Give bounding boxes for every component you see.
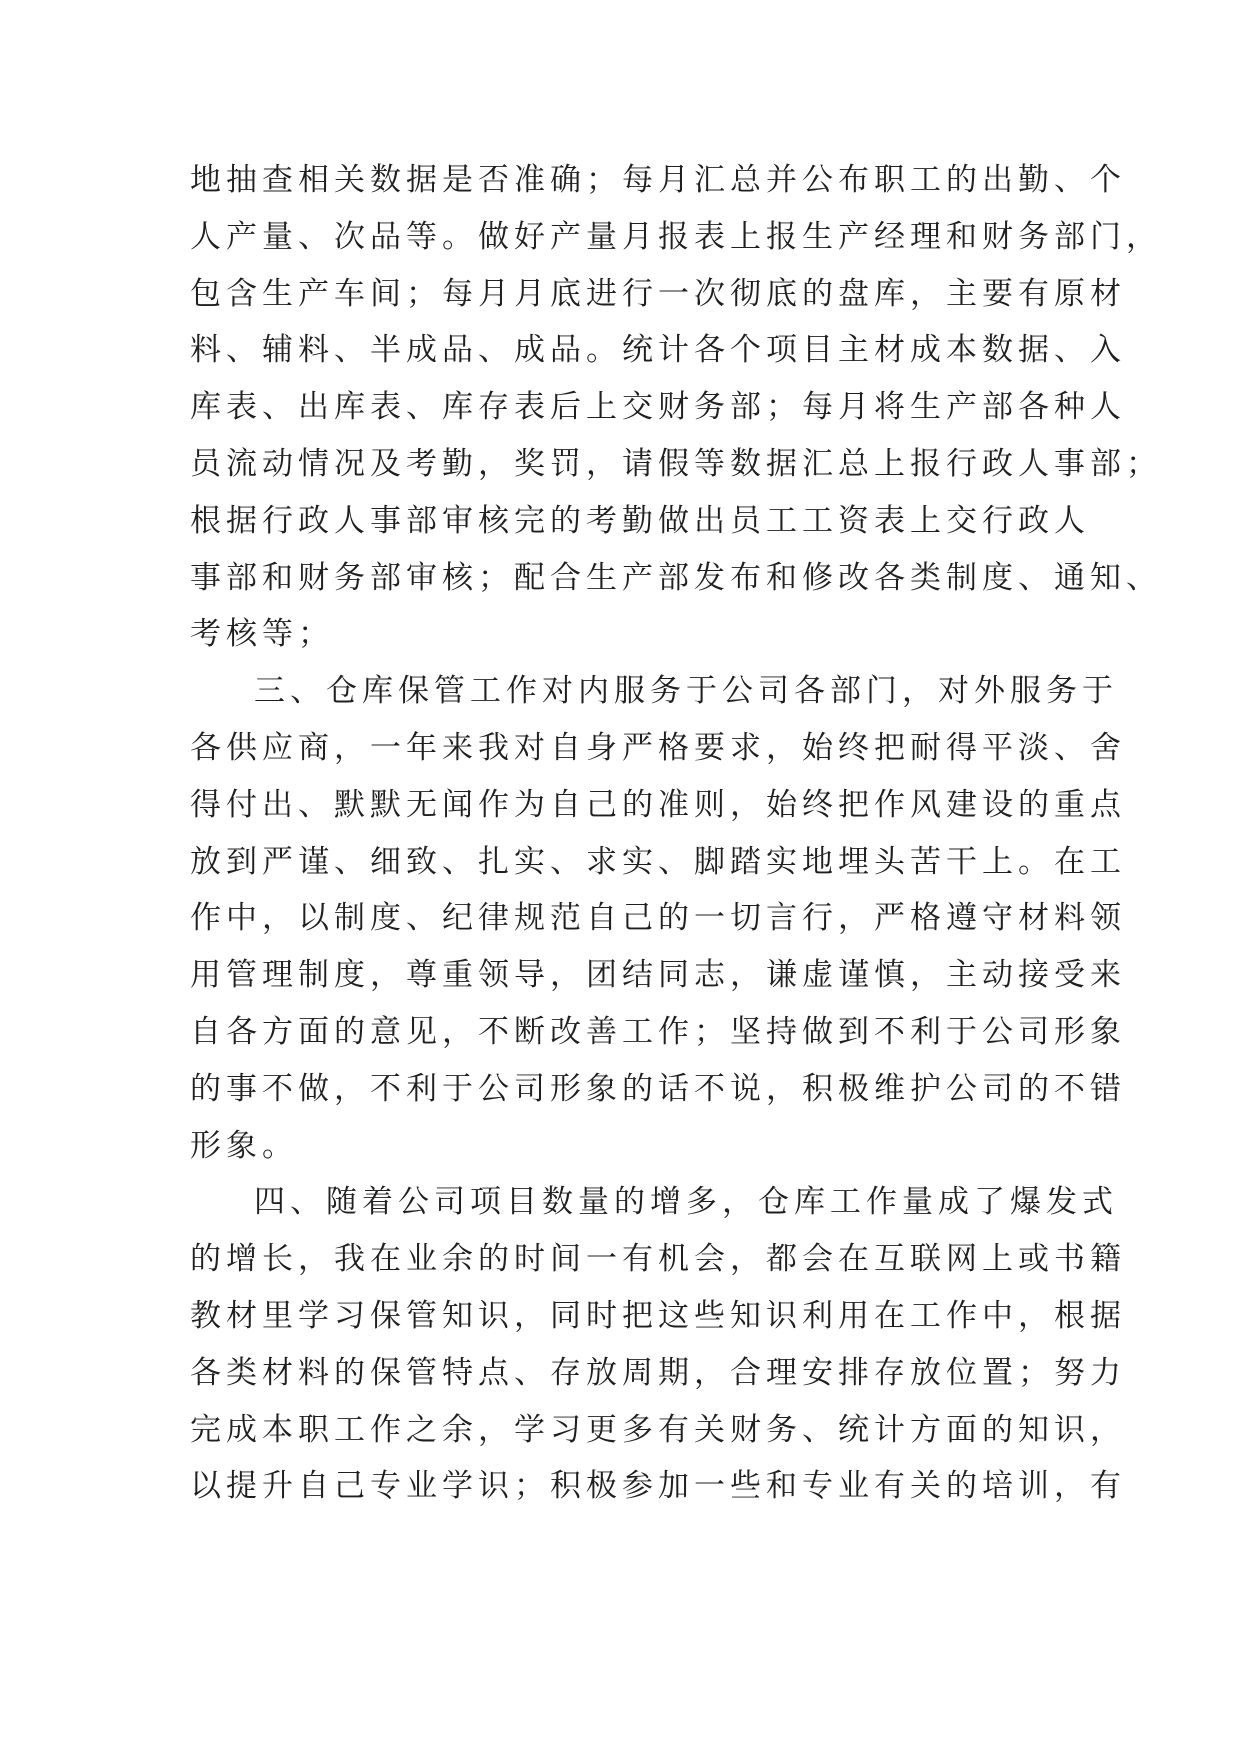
text-line: 库表、出库表、库存表后上交财务部；每月将生产部各种人 [190,389,1126,426]
text-line: 教材里学习保管知识，同时把这些知识利用在工作中，根据 [190,1297,1126,1334]
text-line: 以提升自己专业学识；积极参加一些和专业有关的培训，有 [190,1468,1126,1505]
text-line: 包含生产车间；每月月底进行一次彻底的盘库，主要有原材 [190,275,1126,312]
text-line: 根据行政人事部审核完的考勤做出员工工资表上交行政人 [190,502,1090,539]
text-line: 自各方面的意见，不断改善工作；坚持做到不利于公司形象 [190,1013,1126,1050]
text-line: 四、随着公司项目数量的增多，仓库工作量成了爆发式 [254,1184,1118,1221]
paragraph-four [190,1174,1126,1515]
text-line: 的事不做，不利于公司形象的话不说，积极维护公司的不错 [190,1070,1126,1107]
paragraph-three [190,663,1126,1174]
text-line: 作中，以制度、纪律规范自己的一切言行，严格遵守材料领 [190,900,1126,937]
document-body [190,152,1162,1515]
text-line: 地抽查相关数据是否准确；每月汇总并公布职工的出勤、个 [190,162,1126,198]
text-line: 考核等； [190,616,334,653]
text-line: 放到严谨、细致、扎实、求实、脚踏实地埋头苦干上。在工 [190,843,1126,880]
text-line: 人产量、次品等。做好产量月报表上报生产经理和财务部门， [190,218,1162,255]
text-line: 三、仓库保管工作对内服务于公司各部门，对外服务于 [254,673,1118,710]
text-line: 形象。 [190,1127,298,1164]
text-line: 用管理制度，尊重领导，团结同志，谦虚谨慎，主动接受来 [190,957,1126,994]
text-line: 的增长，我在业余的时间一有机会，都会在互联网上或书籍 [190,1241,1126,1278]
text-line: 事部和财务部审核；配合生产部发布和修改各类制度、通知、 [190,559,1162,596]
text-line: 员流动情况及考勤，奖罚，请假等数据汇总上报行政人事部； [190,445,1162,482]
text-line: 完成本职工作之余，学习更多有关财务、统计方面的知识， [190,1411,1126,1448]
text-line: 得付出、默默无闻作为自己的准则，始终把作风建设的重点 [190,786,1126,823]
text-line: 料、辅料、半成品、成品。统计各个项目主材成本数据、入 [190,332,1126,369]
text-line: 各供应商，一年来我对自身严格要求，始终把耐得平淡、舍 [190,729,1126,766]
paragraph-continuation [190,152,1162,663]
text-line: 各类材料的保管特点、存放周期，合理安排存放位置；努力 [190,1354,1126,1391]
